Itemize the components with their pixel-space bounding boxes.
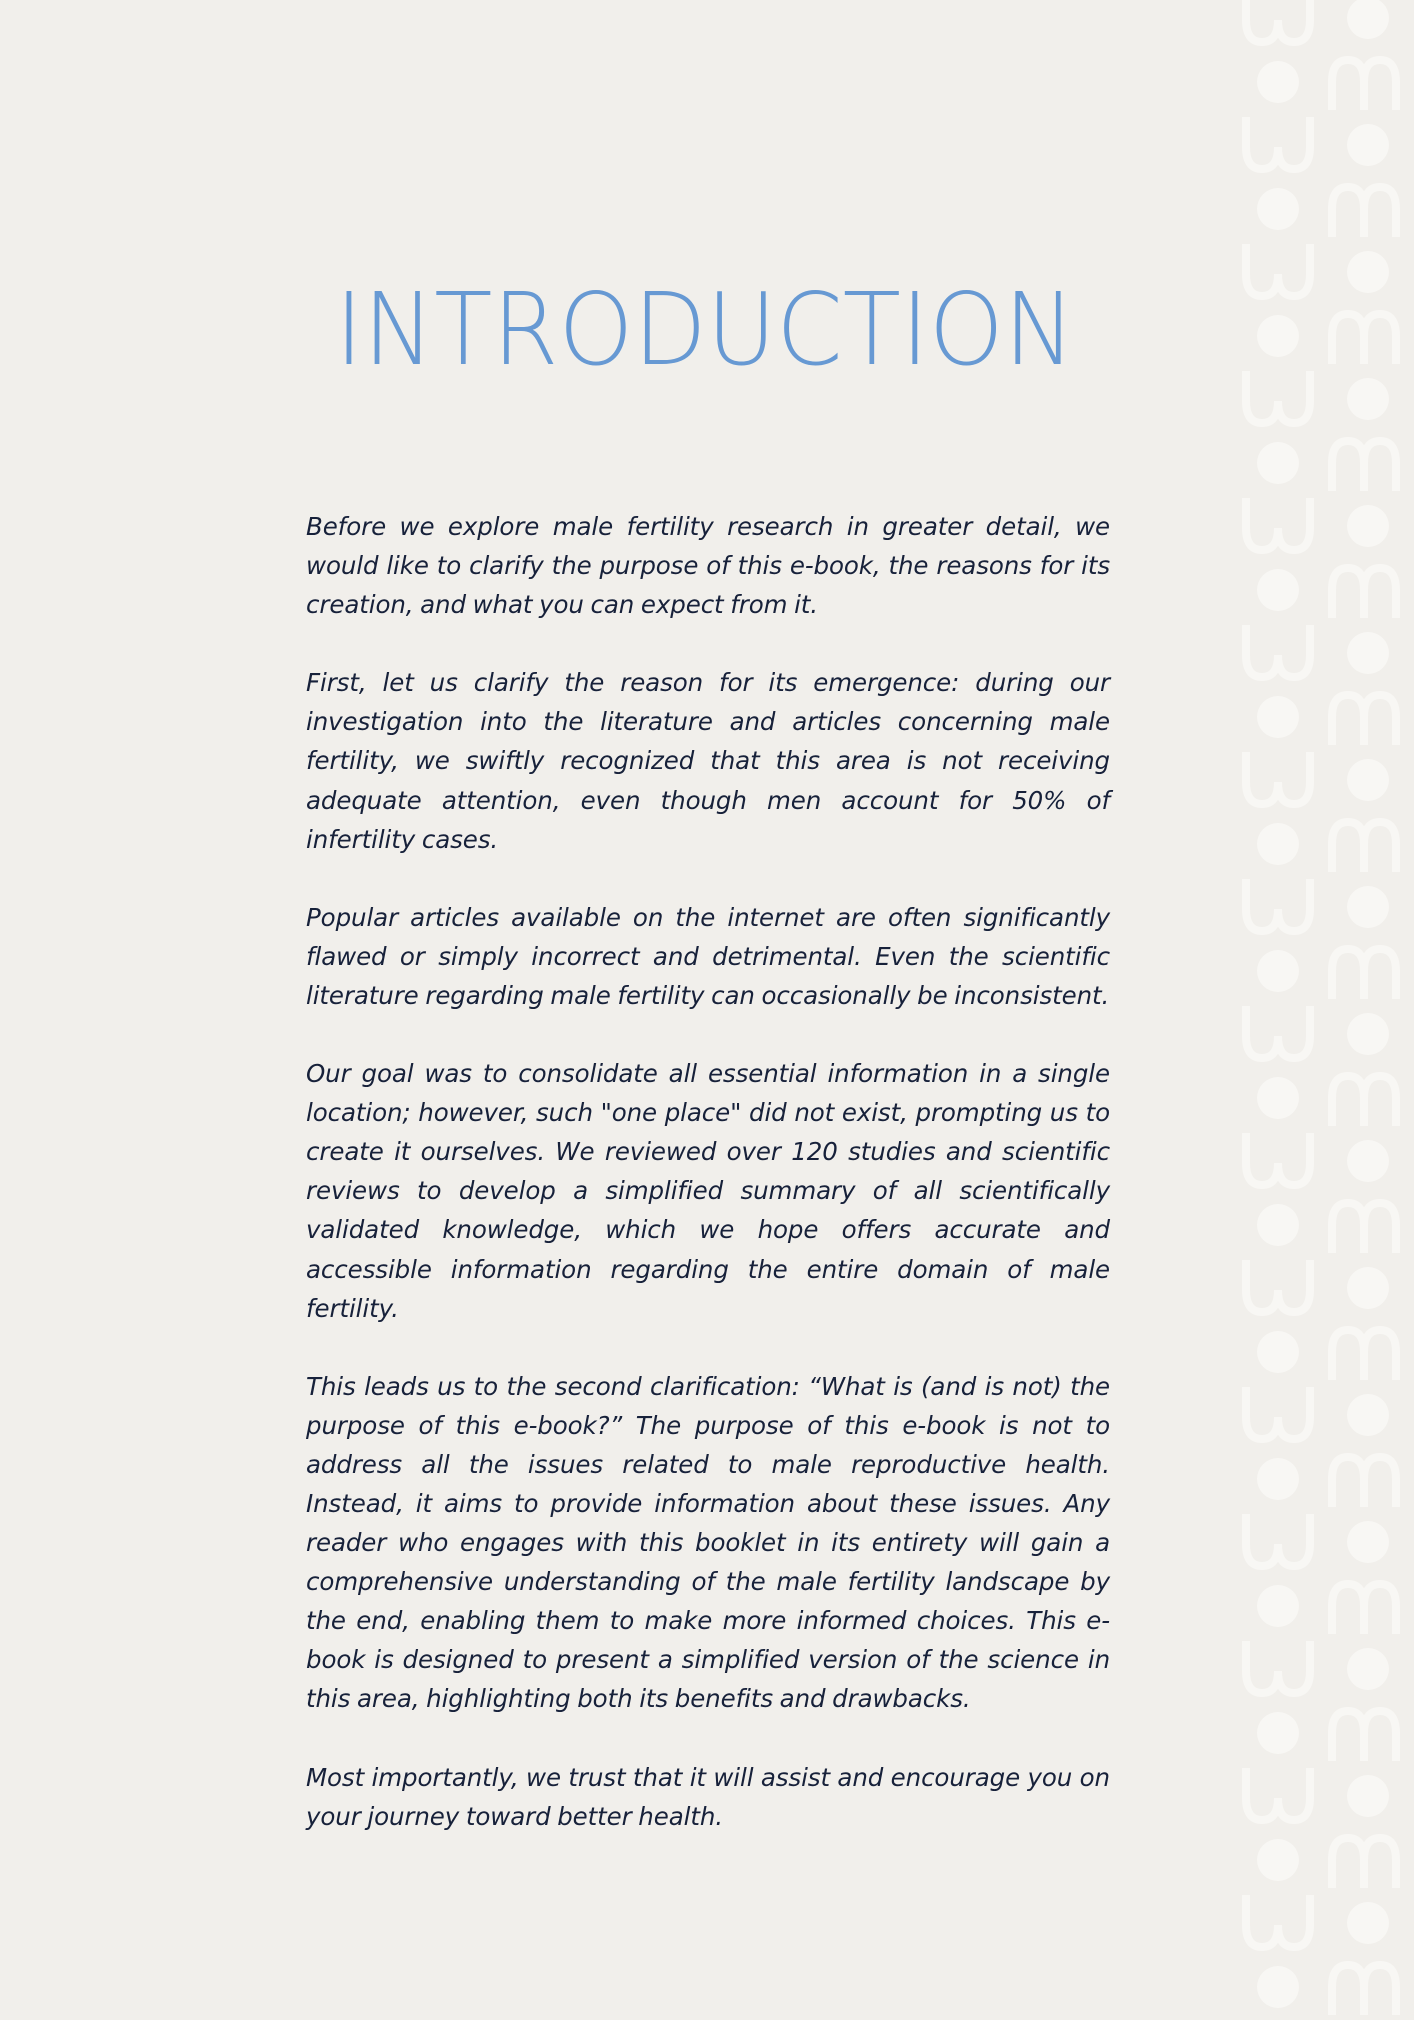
deco-w-glyph: [1246, 1133, 1310, 1185]
deco-dot: [1347, 1775, 1389, 1817]
paragraph-popular-articles: Popular articles available on the internet are often significantly flawed or simply incorrect and detrimental. Even the scientific literature regarding male fertility can occasionally be inconsistent.: [306, 902, 1110, 1010]
page-title: [300, 272, 1110, 382]
deco-m-glyph: [1332, 822, 1396, 872]
title-text: INTRODUCTION: [335, 272, 1075, 382]
deco-dot: [1257, 1585, 1299, 1627]
deco-dot: [1347, 1267, 1389, 1309]
deco-dot: [1257, 1458, 1299, 1500]
deco-dot: [1347, 505, 1389, 547]
deco-m-glyph: [1332, 1584, 1396, 1634]
deco-dot: [1347, 1394, 1389, 1436]
deco-m-glyph: [1332, 1711, 1396, 1761]
deco-w-glyph: [1246, 625, 1310, 677]
deco-dot: [1347, 1521, 1389, 1563]
deco-m-glyph: [1332, 949, 1396, 999]
deco-w-glyph: [1246, 1006, 1310, 1058]
deco-dot: [1347, 886, 1389, 928]
deco-dot: [1257, 315, 1299, 357]
deco-dot: [1347, 378, 1389, 420]
decorative-pattern-strip: [1236, 0, 1414, 2020]
paragraph-purpose: Before we explore male fertility research in greater detail, we would like to clarify the purpose of this e-book, the reasons for its creation, and what you can expect from it.: [306, 512, 1110, 620]
deco-m-glyph: [1332, 1965, 1396, 2015]
title-graphic: [300, 272, 1110, 382]
deco-m-glyph: [1332, 187, 1396, 237]
deco-dot: [1257, 442, 1299, 484]
deco-dot: [1257, 569, 1299, 611]
deco-w-glyph: [1246, 371, 1310, 423]
deco-w-glyph: [1246, 244, 1310, 296]
paragraph-emergence: First, let us clarify the reason for its emergence: during our investigation into the literature and articles concerning male fertility, we swiftly recognized that this area is not receiving adequate attention, even though men account for 50% of infertility cases.: [306, 668, 1110, 854]
deco-dot: [1347, 1140, 1389, 1182]
deco-dot: [1347, 1902, 1389, 1944]
deco-dot: [1257, 188, 1299, 230]
deco-dot: [1257, 1839, 1299, 1881]
deco-w-glyph: [1246, 1641, 1310, 1693]
deco-dot: [1347, 251, 1389, 293]
deco-dot: [1257, 950, 1299, 992]
intro-body: [306, 507, 1110, 1875]
deco-dot: [1257, 1077, 1299, 1119]
deco-m-glyph: [1332, 695, 1396, 745]
deco-m-glyph: [1332, 60, 1396, 110]
deco-m-glyph: [1332, 441, 1396, 491]
deco-w-glyph: [1246, 1387, 1310, 1439]
deco-dot: [1257, 1331, 1299, 1373]
deco-dot: [1257, 1712, 1299, 1754]
deco-w-glyph: [1246, 117, 1310, 169]
deco-w-glyph: [1246, 1514, 1310, 1566]
paragraph-second-clarification: This leads us to the second clarification: “What is (and is not) the purpose of this e-book?” The purpose of this e-book is not to address all the issues related to male reproductive health. Instead, it aims to provide information about these issues. Any reader who engages with this booklet in its entirety will gain a comprehensive understanding of the male fertility landscape by the end, enabling them to make more informed choices. This e-book is designed to present a simplified version of the science in this area, highlighting both its benefits and drawbacks.: [306, 1371, 1110, 1714]
deco-m-glyph: [1332, 1838, 1396, 1888]
deco-dot: [1257, 1966, 1299, 2008]
deco-w-glyph: [1246, 1768, 1310, 1820]
deco-m-glyph: [1332, 314, 1396, 364]
deco-m-glyph: [1332, 1203, 1396, 1253]
deco-w-glyph: [1246, 0, 1310, 42]
deco-w-glyph: [1246, 752, 1310, 804]
deco-dot: [1347, 1648, 1389, 1690]
deco-dot: [1347, 632, 1389, 674]
deco-dot: [1347, 759, 1389, 801]
deco-dot: [1257, 1204, 1299, 1246]
deco-w-glyph: [1246, 879, 1310, 931]
deco-w-glyph: [1246, 1260, 1310, 1312]
deco-dot: [1347, 1013, 1389, 1055]
deco-dot: [1257, 61, 1299, 103]
deco-m-glyph: [1332, 1076, 1396, 1126]
paragraph-goal: Our goal was to consolidate all essential information in a single location; however, such "one place" did not exist, prompting us to create it ourselves. We reviewed over 120 studies and scientific reviews to develop a simplified summary of all scientifically validated knowledge, which we hope offers accurate and accessible information regarding the entire domain of male fertility.: [306, 1059, 1110, 1323]
deco-dot: [1347, 0, 1389, 39]
deco-w-glyph: [1246, 1895, 1310, 1947]
deco-w-glyph: [1246, 498, 1310, 550]
deco-m-glyph: [1332, 568, 1396, 618]
deco-dot: [1257, 823, 1299, 865]
deco-m-glyph: [1332, 1330, 1396, 1380]
paragraph-closing: Most importantly, we trust that it will assist and encourage you on your journey toward better health.: [306, 1762, 1110, 1831]
deco-m-glyph: [1332, 1457, 1396, 1507]
deco-dot: [1347, 124, 1389, 166]
deco-dot: [1257, 696, 1299, 738]
